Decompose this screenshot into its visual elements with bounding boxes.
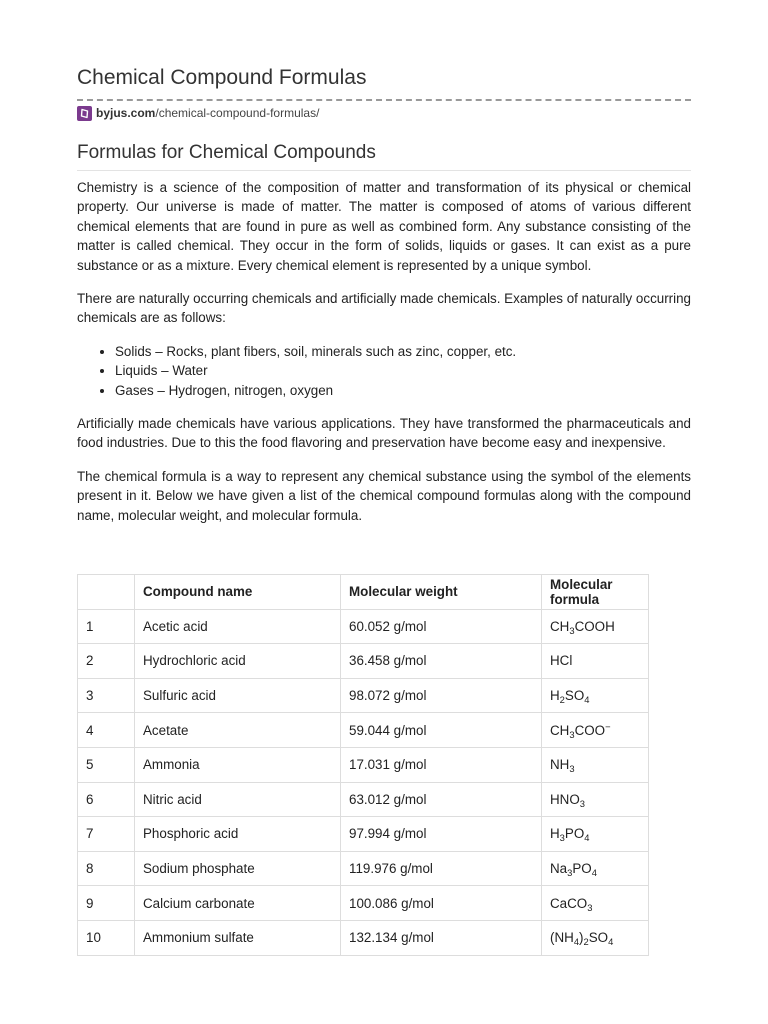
cell-molecular-formula xyxy=(542,644,649,679)
paragraph-artificial-chemicals: Artificially made chemicals have various applications. They have transformed the pharmaceuticals and food industries. Due to this the food flavoring and preservation have become easy and inexpensive. xyxy=(77,416,691,451)
cell-molecular-weight: 97.994 g/mol xyxy=(341,817,542,852)
formula-part: Na xyxy=(550,861,568,877)
cell-number: 7 xyxy=(78,817,135,852)
formula-part: CaCO xyxy=(550,895,588,911)
formula-part: 4 xyxy=(608,937,614,948)
table-row xyxy=(78,782,649,817)
compound-table-body xyxy=(78,609,649,955)
document-title: Chemical Compound Formulas xyxy=(77,66,367,89)
cell-molecular-weight: 17.031 g/mol xyxy=(341,747,542,782)
formula-part: 3 xyxy=(559,833,565,844)
section-divider xyxy=(77,170,691,171)
table-row xyxy=(78,609,649,644)
cell-molecular-formula xyxy=(542,747,649,782)
cell-compound-name: Ammonia xyxy=(135,747,341,782)
formula-part: 3 xyxy=(569,764,575,775)
cell-number: 3 xyxy=(78,678,135,713)
formula-part: (NH xyxy=(550,930,574,946)
cell-molecular-formula xyxy=(542,920,649,955)
header-compound-name: Compound name xyxy=(135,575,341,610)
cell-molecular-weight: 36.458 g/mol xyxy=(341,644,542,679)
source-link[interactable] xyxy=(77,105,319,121)
section-heading: Formulas for Chemical Compounds xyxy=(77,142,376,163)
formula-part: SO xyxy=(588,930,609,946)
formula-part: − xyxy=(605,721,611,732)
cell-molecular-formula xyxy=(542,817,649,852)
header-molecular-formula: Molecular formula xyxy=(542,575,649,610)
cell-molecular-weight: 98.072 g/mol xyxy=(341,678,542,713)
source-domain: byjus.com xyxy=(96,106,156,120)
cell-molecular-weight: 132.134 g/mol xyxy=(341,920,542,955)
cell-compound-name: Phosphoric acid xyxy=(135,817,341,852)
cell-compound-name: Calcium carbonate xyxy=(135,886,341,921)
byjus-logo-icon xyxy=(77,106,92,121)
table-row xyxy=(78,851,649,886)
source-path: /chemical-compound-formulas/ xyxy=(155,106,320,120)
formula-part: COOH xyxy=(574,618,615,634)
formula-part: CH xyxy=(550,722,570,738)
cell-molecular-formula xyxy=(542,886,649,921)
table-row xyxy=(78,713,649,748)
cell-compound-name: Hydrochloric acid xyxy=(135,644,341,679)
formula-part: NH xyxy=(550,757,570,773)
cell-compound-name: Nitric acid xyxy=(135,782,341,817)
table-row xyxy=(78,747,649,782)
cell-molecular-formula xyxy=(542,609,649,644)
formula-part: 3 xyxy=(569,625,575,636)
list-item: • Gases – Hydrogen, nitrogen, oxygen xyxy=(115,381,691,400)
cell-molecular-weight: 63.012 g/mol xyxy=(341,782,542,817)
table-row xyxy=(78,886,649,921)
header-number xyxy=(78,575,135,610)
formula-part: CH xyxy=(550,618,570,634)
formula-part: HNO xyxy=(550,791,580,807)
list-item: • Liquids – Water xyxy=(115,361,691,380)
cell-compound-name: Acetate xyxy=(135,713,341,748)
paragraph-intro: Chemistry is a science of the composition of matter and transformation of its physical or chemical property. Our universe is made of matter. The matter is composed of atoms of various different chemical elements that are found in pure as well as combined form. Any substance consisting of the matter is called chemical. They occur in the form of solids, liquids or gases. It can exist as a pure substance or as a mixture. Every chemical element is represented by a unique symbol. xyxy=(77,180,691,273)
compound-table xyxy=(77,574,649,956)
cell-number: 8 xyxy=(78,851,135,886)
table-row xyxy=(78,678,649,713)
cell-molecular-weight: 100.086 g/mol xyxy=(341,886,542,921)
formula-part: 3 xyxy=(567,868,573,879)
formula-part: H xyxy=(550,688,560,704)
table-row xyxy=(78,817,649,852)
cell-number: 9 xyxy=(78,886,135,921)
list-item: • Solids – Rocks, plant fibers, soil, minerals such as zinc, copper, etc. xyxy=(115,342,691,361)
cell-molecular-weight: 119.976 g/mol xyxy=(341,851,542,886)
formula-part: 3 xyxy=(587,902,593,913)
paragraph-natural-chemicals: There are naturally occurring chemicals and artificially made chemicals. Examples of naturally occurring chemicals are as follows: xyxy=(77,291,691,326)
cell-compound-name: Ammonium sulfate xyxy=(135,920,341,955)
cell-number: 5 xyxy=(78,747,135,782)
cell-compound-name: Acetic acid xyxy=(135,609,341,644)
formula-part: COO xyxy=(574,722,606,738)
table-row xyxy=(78,920,649,955)
cell-number: 4 xyxy=(78,713,135,748)
cell-molecular-formula xyxy=(542,678,649,713)
paragraph-chemical-formula: The chemical formula is a way to represent any chemical substance using the symbol of the elements present in it. Below we have given a list of the chemical compound formulas along with the compound name, molecular weight, and molecular formula. xyxy=(77,468,691,523)
formula-part: 3 xyxy=(569,729,575,740)
cell-number: 2 xyxy=(78,644,135,679)
cell-number: 10 xyxy=(78,920,135,955)
formula-part: H xyxy=(550,826,560,842)
cell-molecular-formula xyxy=(542,713,649,748)
formula-part: ) xyxy=(579,930,584,946)
examples-list xyxy=(77,342,691,400)
formula-part: 4 xyxy=(584,695,590,706)
formula-part: PO xyxy=(564,826,585,842)
cell-number: 1 xyxy=(78,609,135,644)
formula-part: 4 xyxy=(573,937,580,948)
cell-molecular-formula xyxy=(542,782,649,817)
table-header-row xyxy=(78,575,649,610)
title-divider xyxy=(77,99,691,101)
formula-part: PO xyxy=(572,861,592,877)
formula-part: 4 xyxy=(584,833,590,844)
cell-molecular-formula xyxy=(542,851,649,886)
formula-part: 3 xyxy=(579,798,585,809)
formula-part: SO xyxy=(564,688,585,704)
formula-part: 2 xyxy=(559,695,565,706)
cell-compound-name: Sulfuric acid xyxy=(135,678,341,713)
cell-molecular-weight: 59.044 g/mol xyxy=(341,713,542,748)
cell-compound-name: Sodium phosphate xyxy=(135,851,341,886)
article-body xyxy=(77,178,691,539)
cell-molecular-weight: 60.052 g/mol xyxy=(341,609,542,644)
table-row xyxy=(78,644,649,679)
formula-part: 2 xyxy=(583,937,589,948)
formula-part: HCl xyxy=(550,653,573,669)
header-molecular-weight: Molecular weight xyxy=(341,575,542,610)
formula-part: 4 xyxy=(591,868,597,879)
cell-number: 6 xyxy=(78,782,135,817)
